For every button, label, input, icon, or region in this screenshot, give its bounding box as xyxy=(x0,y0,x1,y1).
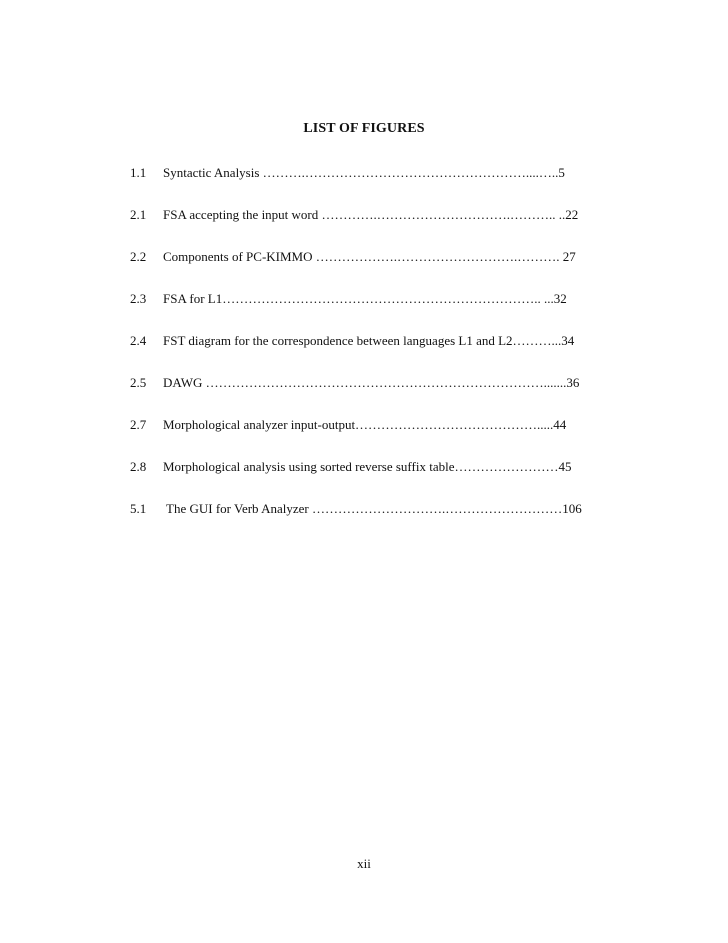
figure-entry xyxy=(130,291,567,307)
figure-number: 2.2 xyxy=(130,249,147,264)
figure-caption: FST diagram for the correspondence between languages L1 and L2………...34 xyxy=(163,333,575,348)
figure-entry xyxy=(130,207,578,223)
figure-entry xyxy=(130,165,565,181)
figure-caption: The GUI for Verb Analyzer ………………………….………………………106 xyxy=(163,501,582,516)
figure-number: 2.4 xyxy=(130,333,147,348)
figure-number: 2.5 xyxy=(130,375,147,390)
figure-caption: Syntactic Analysis ……….……………………………………………....…..5 xyxy=(163,165,565,180)
page-title: LIST OF FIGURES xyxy=(303,121,425,136)
figure-entry xyxy=(130,501,582,517)
figure-number: 2.7 xyxy=(130,417,147,432)
figure-number: 2.1 xyxy=(130,207,147,222)
figure-number: 2.8 xyxy=(130,459,147,474)
page-number: xii xyxy=(357,856,371,871)
figure-number: 5.1 xyxy=(130,501,147,516)
figure-caption: DAWG …………………………………………………………………….......36 xyxy=(163,375,580,390)
figure-entry xyxy=(130,459,571,475)
figure-caption: Morphological analyzer input-output…………………………………….....44 xyxy=(163,417,567,432)
figure-entry xyxy=(130,417,566,433)
figure-caption: Morphological analysis using sorted reverse suffix table……………………45 xyxy=(163,459,572,474)
figure-entry xyxy=(130,333,574,349)
figure-caption: FSA accepting the input word ………….………………………….……….. ..22 xyxy=(163,207,579,222)
figure-caption: FSA for L1……………………………………………………………….. ...32 xyxy=(163,291,567,306)
figure-entry xyxy=(130,375,579,391)
figure-number: 1.1 xyxy=(130,165,147,180)
figure-entry xyxy=(130,249,576,265)
figure-caption: Components of PC-KIMMO ……………….……………………….………. 27 xyxy=(163,249,576,264)
figure-number: 2.3 xyxy=(130,291,147,306)
